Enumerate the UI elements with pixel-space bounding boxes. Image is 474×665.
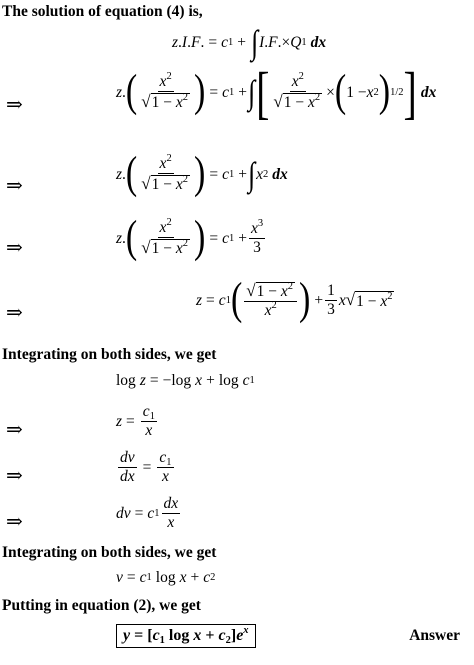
equation-8: $\frac{dv}{dx}$ = $\frac{c_1}{x}$ bbox=[120, 449, 172, 486]
integrating-text-2: Integrating on both sides, we get bbox=[2, 544, 217, 561]
equation-10: v = c 1 log x + c 2 bbox=[116, 569, 216, 586]
implies-arrow-2: ⇒ bbox=[6, 175, 23, 197]
implies-arrow-5: ⇒ bbox=[6, 419, 23, 441]
putting-text: Putting in equation (2), we get bbox=[2, 597, 201, 614]
equation-7: z = $\frac{c_1}{x}$ bbox=[116, 403, 155, 440]
intro-text: The solution of equation (4) is, bbox=[2, 3, 203, 20]
implies-arrow-1: ⇒ bbox=[6, 94, 23, 116]
final-answer-box: $y = [c_1$ $\log x + c_2]e^x$ bbox=[116, 624, 256, 648]
equation-9: dv = c 1 $\frac{dx}{x}$ bbox=[116, 495, 179, 532]
equation-5: z = c 1 ( √ $1 - x^2$ $x^2$ ) + $\frac{1}{3}$ x √ $1 - x^2$ bbox=[196, 274, 393, 325]
implies-arrow-3: ⇒ bbox=[6, 237, 23, 259]
implies-arrow-4: ⇒ bbox=[6, 302, 23, 324]
implies-arrow-6: ⇒ bbox=[6, 465, 23, 487]
equation-1: z . I . F . = c 1 + ∫ I . F .× Q 1 dx bbox=[172, 23, 327, 62]
implies-arrow-7: ⇒ bbox=[6, 511, 23, 533]
integrating-text-1: Integrating on both sides, we get bbox=[2, 346, 217, 363]
equation-4: z . ( $x^2$ √ $1 - x^2$ ) = c 1 + $\frac{x^3}{3}$ bbox=[116, 212, 264, 263]
equation-3: z . ( $x^2$ √ $1 - x^2$ ) = c 1 + ∫ x 2 dx bbox=[116, 148, 288, 199]
equation-2: z . ( $x^2$ √ $1 - x^2$ ) = c 1 + ∫ [ $x^2$ √ $1 - x^2$ × ( 1 − x 2 ) 1/2 ] dx bbox=[116, 59, 437, 125]
answer-label: Answer bbox=[409, 627, 460, 644]
equation-6: log z = −log x + log c 1 bbox=[116, 372, 255, 389]
